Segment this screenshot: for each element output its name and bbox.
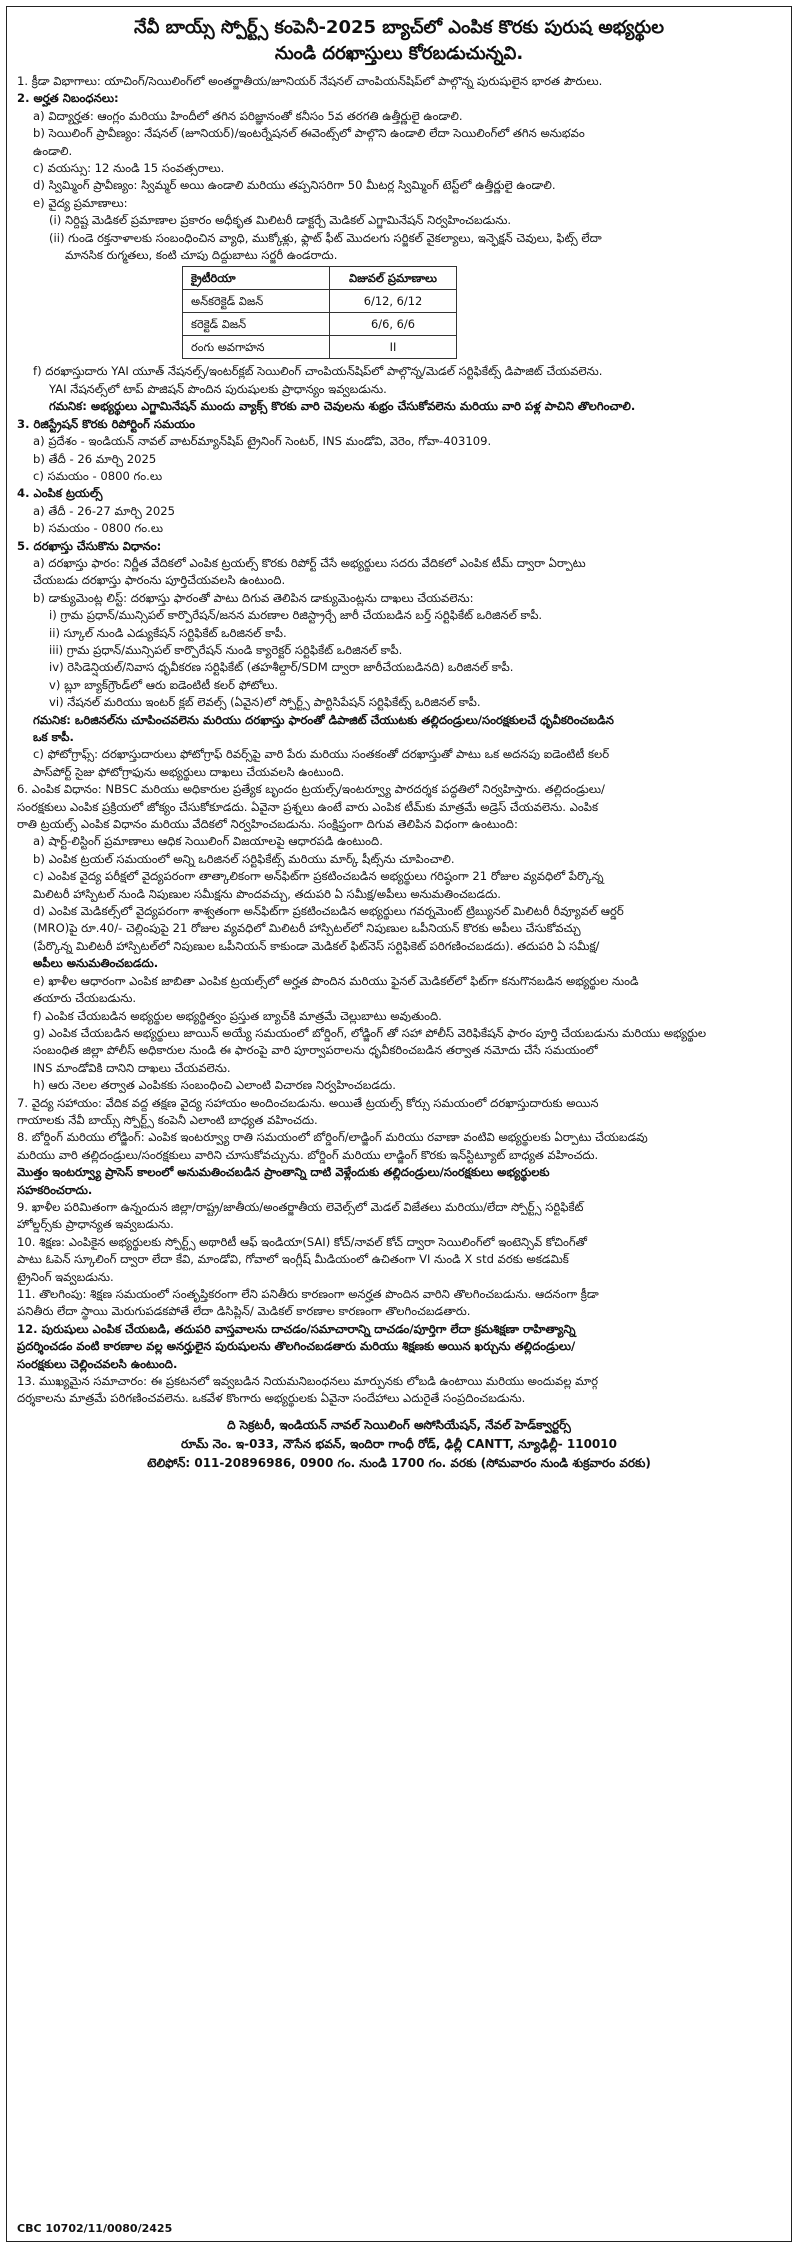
item-5b-i: i) గ్రామ ప్రధాన్/మున్సిపల్ కార్పొరేషన్/జనన మరణాల రిజిస్ట్రార్చే జారీ చేయబడిన బర్త్ సర్టిఫికేట్ ఒరిజినల్ కాపీ. [49, 608, 543, 623]
item-4b: b) సమయం - 0800 గం.లు [33, 521, 164, 536]
item-6g-line-3: INS మాండోవికి దానిని దాఖలు చేయవలెను. [33, 1060, 231, 1075]
item-3b: b) తేదీ - 26 మార్చి 2025 [33, 451, 157, 466]
section-9-preference-line-2: హోల్డర్స్‌కు ప్రాధాన్యత ఇవ్వబడును. [17, 1217, 174, 1232]
footer-address: రూమ్ నెం. ఇ-033, నౌసేన భవన్, ఇందిరా గాంధీ రోడ్, ఢిల్లీ CANTT, న్యూఢిల్లీ- 110010 [181, 1436, 617, 1451]
item-5c-line-2: పాస్‌పోర్ట్ సైజు ఫోటోగ్రాఫును అభ్యర్థులు దాఖలు చేయవలసి ఉంటుంది. [33, 764, 345, 779]
table-row [183, 336, 457, 359]
item-6a: a) షార్ట్-లిస్టింగ్ ప్రమాణాలు ఆధిక సెయిలింగ్ విజయాలపై ఆధారపడి ఉంటుంది. [33, 834, 383, 849]
item-5b: b) డాక్యుమెంట్ల లిస్ట్: దరఖాస్తు ఫారంతో పాటు దిగువ తెలిపిన డాక్యుమెంట్లను దాఖలు చేయవలెను: [33, 590, 474, 605]
item-3c: c) సమయం - 0800 గం.లు [33, 468, 163, 483]
table-row [183, 313, 457, 336]
section-3-reporting: 3. రిజిస్ట్రేషన్ కొరకు రిపోర్టింగ్ సమయం [17, 416, 196, 431]
section-10-training-line-3: ట్రైనింగ్ ఇవ్వబడును. [17, 1269, 114, 1284]
item-2e-ii-line-1: (ii) గుండె రక్తనాళాలకు సంబంధించిన వ్యాధి, ముక్కోళ్లు, ఫ్లాట్ ఫీట్ మొదలగు సర్జికల్ వైకల్యాలు, ఇన్ఫెక్షన్ చెవులు, ఫిట్స్ లేదా [49, 230, 602, 245]
item-2-note: గమనిక: అభ్యర్థులు ఎగ్జామినేషన్ ముందు వ్యాక్స్ కొరకు వారి చెవులను శుభ్రం చేసుకోవలెను మరియు వారి పళ్ల పాచిని తొలగించాలి. [49, 399, 636, 414]
section-7-medical-line-2: గాయాలకు నేవీ బాయ్స్ స్పోర్ట్స్ కంపెనీ ఎలాంటి బాధ్యత వహించదు. [17, 1112, 318, 1127]
section-5-how-to-apply: 5. దరఖాస్తు చేసుకొను విధానం: [17, 538, 162, 553]
section-12-line-1: 12. పురుషులు ఎంపిక చేయబడి, తదుపరి వాస్తవాలను దాచడం/సమాచారాన్ని దాచడం/పూర్తిగా లేదా క్రమశిక్షణా రాహిత్యాన్ని [17, 1321, 576, 1336]
item-2f-line-1: f) దరఖాస్తుదారు YAI యూత్ నేషనల్స్/ఇంటర్‌క్లబ్ సెయిలింగ్ చాంపియన్‌షిప్‌లో పాల్గొన్న/మెడల్ సర్టిఫికేట్స్ డిపాజిట్ చేయవలెను. [33, 364, 603, 379]
item-6e-line-1: e) ఖాళీల ఆధారంగా ఎంపిక జాబితా ఎంపిక ట్రయల్స్‌లో అర్హత పొందిన మరియు ఫైనల్ మెడికల్‌లో ఫిట్‌గా కనుగొనబడిన అభ్యర్థుల నుండి [33, 973, 639, 988]
title-line-2: నుండి దరఖాస్తులు కోరబడుచున్నవి. [274, 43, 524, 64]
item-5a-line-1: a) దరఖాస్తు ఫారం: నిర్ణీత వేదికలో ఎంపిక ట్రయల్స్ కొరకు రిపోర్ట్ చేసే అభ్యర్థులు సదరు వేదికలో ఎంపిక టీమ్ ద్వారా ఏర్పాటు [33, 555, 586, 570]
section-8-boarding-line-1: 8. బోర్డింగ్ మరియు లోడ్జింగ్: ఎంపిక ఇంటర్వ్యూ రాతి సమయంలో బోర్డింగ్/లాడ్జింగ్ మరియు రవాణా వంటివి అభ్యర్థులకు ఏర్పాటు చేయబడవు [17, 1130, 648, 1145]
item-2b-line-1: b) సెయిలింగ్ ప్రావీణ్యం: నేషనల్ (జూనియర్)/ఇంటర్నేషనల్ ఈవెంట్స్‌లో పాల్గొని ఉండాలి లేదా సెయిలింగ్‌లో తగిన అనుభవం [33, 126, 585, 141]
item-4a: a) తేదీ - 26-27 మార్చి 2025 [33, 503, 175, 518]
table-header-standards: విజువల్ ప్రమాణాలు [330, 267, 457, 290]
title-line-1: నేవీ బాయ్స్ స్పోర్ట్స్ కంపెనీ-2025 బ్యాచ్‌లో ఎంపిక కొరకు పురుష అభ్యర్థుల [133, 17, 665, 38]
section-1-sport-disciplines: 1. క్రీడా విభాగాలు: యాచింగ్/సెయిలింగ్‌లో అంతర్జాతీయ/జూనియర్ నేషనల్ చాంపియన్‌షిప్‌లో పాల్గొన్న పురుషులైన భారత పౌరులు. [17, 74, 603, 88]
item-3a: a) ప్రదేశం - ఇండియన్ నావల్ వాటర్‌మ్యాన్‌షిప్ ట్రైనింగ్ సెంటర్, INS మండోవి, వెరెం, గోవా-403109. [33, 434, 492, 449]
section-13-info-line-1: 13. ముఖ్యమైన సమాచారం: ఈ ప్రకటనలో ఇవ్వబడిన నియమనిబంధనలు మార్పునకు లోబడి ఉంటాయి మరియు అందువల్ల మార్గ [17, 1374, 599, 1389]
item-6e-line-2: తయారు చేయబడును. [33, 991, 137, 1006]
item-6g-line-2: సంబంధిత జిల్లా పోలీస్ అధికారుల నుండి ఈ ఫారంపై వారి పూర్వాపరాలను ధృవీకరించబడిన తర్వాత నమోదు చేసే సమయంలో [33, 1043, 598, 1058]
table-cell: కరెక్టెడ్ విజన్ [183, 313, 330, 336]
item-5b-iv: iv) రెసిడెన్షియల్/నివాస ధృవీకరణ సర్టిఫికేట్ (తహశీల్దార్/SDM ద్వారా జారీచేయబడినది) ఒరిజినల్ కాపీ. [49, 660, 514, 675]
table-header-criteria: క్రైటీరియా [183, 267, 330, 290]
contact-footer [17, 1416, 781, 1473]
item-5c-line-1: c) ఫోటోగ్రాఫ్స్: దరఖాస్తుదారులు ఫోటోగ్రాఫ్ రివర్స్‌పై వారి పేరు మరియు సంతకంతో దరఖాస్తుతో పాటు ఒక అదనపు ఐడెంటిటీ కలర్ [33, 747, 610, 762]
item-6c-line-2: మిలిటరీ హాస్పిటల్ నుండి నిపుణుల సమీక్షను పొందవచ్చు, తదుపరి ఏ సమీక్ష/అపీలు అనుమతించబడదు. [33, 886, 501, 901]
section-12-line-2: ప్రదర్శించడం వంటి కారణాల వల్ల అనర్హులైన పురుషులను తొలగించబడతారు మరియు శిక్షణకు అయిన ఖర్చును తల్లిదండ్రులు/ [17, 1339, 576, 1354]
section-6-selection-line-2: సంరక్షకులు ఎంపిక ప్రక్రియలో జోక్యం చేసుకోకూడదు. ఏవైనా ప్రశ్నలు ఉంటే వారు ఎంపిక టీమ్‌కు మాత్రమే అడ్రెస్ చేయవలెను. ఎంపిక [17, 799, 599, 814]
section-10-training-line-2: పాటు ఓపెన్ స్కూలింగ్ ద్వారా లేదా కేవి, మాండోవి, గోవాలో ఇంగ్లీష్ మీడియంలో ఉచితంగా VI నుండి X std వరకు అకడమిక్ [17, 1252, 569, 1267]
item-6d-line-1: d) ఎంపిక మెడికల్స్‌లో వైద్యపరంగా శాశ్వతంగా అన్‌ఫిట్‌గా ప్రకటించబడిన అభ్యర్థులు గవర్నమెంట్ ట్రిబ్యునల్ మిలిటరీ రీవ్యూవల్ ఆర్డర్ [33, 904, 624, 919]
item-5b-v: v) బ్లూ బ్యాక్‌గ్రౌండ్‌లో ఆరు ఐడెంటిటీ కలర్ ఫోటోలు. [49, 677, 279, 692]
section-7-medical-line-1: 7. వైద్య సహాయం: వేదిక వద్ద తక్షణ వైద్య సహాయం అందించబడును. అయితే ట్రయల్స్ కోర్సు సమయంలో దరఖాస్తుదారుకు అయిన [17, 1095, 599, 1110]
section-8-boarding-line-4: సహకరించరాదు. [17, 1182, 93, 1197]
section-2-eligibility: 2. అర్హత నిబంధనలు: [17, 91, 119, 106]
item-2c: c) వయస్సు: 12 నుండి 15 సంవత్సరాలు. [33, 161, 225, 176]
item-6f: f) ఎంపిక చేయబడిన అభ్యర్థుల అభ్యర్థిత్వం ప్రస్తుత బ్యాచ్‌కి మాత్రమే చెల్లుబాటు అవుతుంది. [33, 1008, 442, 1023]
footer-secretary: ది సెక్రటరీ, ఇండియన్ నావల్ సెయిలింగ్ అసోసియేషన్, నేవల్ హెడ్‌క్వార్టర్స్ [227, 1417, 571, 1432]
advertisement-header [7, 7, 791, 73]
item-5-note-line-1: గమనిక: ఒరిజినల్‌ను చూపించవలెను మరియు దరఖాస్తు ఫారంతో డిపాజిట్ చేయుటకు తల్లిదండ్రులు/సంరక్షకులచే ధృవీకరించబడిన [33, 712, 614, 727]
section-6-selection-line-1: 6. ఎంపిక విధానం: NBSC మరియు అధికారుల ప్రత్యేక బృందం ట్రయల్స్/ఇంటర్వ్యూ పారదర్శక పద్ధతిలో నిర్వహిస్తారు. తల్లిదండ్రులు/ [17, 782, 605, 797]
advertisement-frame [6, 6, 792, 2242]
item-6c-line-1: c) ఎంపిక వైద్య పరీక్షలో వైద్యపరంగా తాత్కాలికంగా అన్‌ఫిట్‌గా ప్రకటించబడిన అభ్యర్థులు గరిష్ఠంగా 21 రోజుల వ్యవధిలో పేర్కొన్న [33, 869, 604, 884]
section-8-boarding-line-2: మరియు వారి తల్లిదండ్రులు/సంరక్షకులు వారిని చూసుకోవచ్చును. బోర్డింగ్ మరియు లాడ్జింగ్ కొరకు ఇన్‌స్టిట్యూట్ బాధ్యత వహించదు. [17, 1147, 599, 1162]
item-2e-i: (i) నిర్దిష్ట మెడికల్ ప్రమాణాల ప్రకారం అధీకృత మిలిటరీ డాక్టర్చే మెడికల్ ఎగ్జామినేషన్ నిర్వహించబడును. [49, 213, 512, 228]
item-6b: b) ఎంపిక ట్రయల్ సమయంలో అన్ని ఒరిజినల్ సర్టిఫికేట్స్ మరియు మార్క్ షీట్స్‌ను చూపించాలి. [33, 851, 455, 866]
section-11-removal-line-1: 11. తొలగింపు: శిక్షణ సమయంలో సంతృప్తికరంగా లేని పనితీరు కారణంగా అనర్హత పొందిన వారిని తొలగించబడును. ఆదనంగా క్రీడా [17, 1287, 599, 1301]
item-5a-line-2: చేయబడు దరఖాస్తు ఫారంను పూర్తిచేయవలసి ఉంటుంది. [33, 573, 286, 588]
section-12-line-3: సంరక్షకులు చెల్లించవలసి ఉంటుంది. [17, 1356, 178, 1371]
item-6h: h) ఆరు నెలల తర్వాత ఎంపికకు సంబంధించి ఎలాంటి విచారణ నిర్వహించబడదు. [33, 1078, 396, 1093]
section-6-selection-line-3: రాతి ట్రయల్స్ ఎంపిక విధానం మరియు వేదికలో నిర్వహించబడును. సంక్షిప్తంగా దిగువ తెలిపిన విధంగా ఉంటుంది: [17, 817, 518, 832]
item-5-note-line-2: ఒక కాపీ. [33, 730, 74, 744]
item-5b-ii: ii) స్కూల్ నుండి ఎడ్యుకేషన్ సర్టిఫికేట్ ఒరిజినల్ కాపీ. [49, 625, 287, 640]
item-6d-line-2: (MRO)పై రూ.40/- చెల్లింపుపై 21 రోజుల వ్యవధిలో మిలిటరీ హాస్పిటల్‌లో నిపుణుల ఒపీనియన్ కొరకు అపీలు చేసుకోవచ్చు [33, 921, 581, 936]
table-cell: రంగు అవగాహన [183, 336, 330, 359]
item-2e: e) వైద్య ప్రమాణాలు: [33, 195, 128, 210]
item-2d: d) స్విమ్మింగ్ ప్రావీణ్యం: స్విమ్మర్ అయి ఉండాలి మరియు తప్పనిసరిగా 50 మీటర్ల స్విమ్మింగ్ టెస్ట్‌లో ఉత్తీర్ణులై ఉండాలి. [33, 178, 556, 193]
item-6g-line-1: g) ఎంపిక చేయబడిన అభ్యర్థులు జాయిన్ అయ్యే సమయంలో బోర్డింగ్, లోడ్జింగ్ తో సహా పోలీస్ వెరిఫికేషన్ ఫారం పూర్తి చేయబడును మరియు అభ్యర్థుల [33, 1025, 707, 1040]
item-2e-ii-line-2: మానసిక రుగ్మతలు, కంటి చూపు దిద్దుబాటు సర్జరీ ఉండరాదు. [65, 248, 338, 263]
item-2b-line-2: ఉండాలి. [33, 143, 73, 158]
item-5b-vi: vi) నేషనల్ మరియు ఇంటర్ క్లబ్ లెవల్స్ (ఏవైన)లో స్పోర్ట్స్ పార్టిసిపేషన్ సర్టిఫికేట్స్ ఒరిజినల్ కాపీ. [49, 695, 481, 710]
section-13-info-line-2: దర్శకాలను మాత్రమే పరిగణించవలెను. ఒకవేళ కొంగారు అభ్యర్థులకు ఏవైనా సందేహాలు ఎదురైతే సంప్రదించబడును. [17, 1391, 526, 1406]
section-4-trials: 4. ఎంపిక ట్రయల్స్ [17, 486, 103, 501]
table-cell: 6/6, 6/6 [330, 313, 457, 336]
section-11-removal-line-2: పనితీరు లేదా స్థాయి మెరుగుపడకపోతే లేదా డిసిప్లిన్/ మెడికల్ కారణాల కారణంగా తొలగించబడతారు. [17, 1304, 471, 1319]
vision-standards-table [182, 266, 457, 359]
item-6d-line-4: అపీలు అనుమతించబడదు. [33, 956, 159, 971]
table-cell: అన్‌కరెక్టెడ్ విజన్ [183, 290, 330, 313]
table-row [183, 290, 457, 313]
item-2f-line-2: YAI నేషనల్స్‌లో టాప్ పొజిషన్ పొందిన పురుషులకు ప్రాధాన్యం ఇవ్వబడును. [49, 381, 387, 396]
advertisement-body [7, 73, 791, 1473]
item-5b-iii: iii) గ్రామ ప్రధాన్/మున్సిపల్ కార్పొరేషన్ నుండి క్యారెక్టర్ సర్టిఫికేట్ ఒరిజినల్ కాపీ. [49, 642, 403, 657]
section-10-training-line-1: 10. శిక్షణ: ఎంపికైన అభ్యర్థులకు స్పోర్ట్స్ అథారిటీ ఆఫ్ ఇండియా(SAI) కోచ్/నావల్ కోచ్ ద్వారా సెయిలింగ్‌లో ఇంటెన్సివ్ కోచింగ్‌తో [17, 1234, 587, 1249]
item-2a: a) విద్యార్హత: ఆంగ్లం మరియు హిందీలో తగిన పరిజ్ఞానంతో కనీసం 5వ తరగతి ఉత్తీర్ణులై ఉండాలి. [33, 108, 463, 123]
table-cell: 6/12, 6/12 [330, 290, 457, 313]
section-9-preference-line-1: 9. ఖాళీల పరిమితంగా ఉన్నందున జిల్లా/రాష్ట్ర/జాతీయ/అంతర్జాతీయ లెవెల్స్‌లో మెడల్ విజేతలు మరియు/లేదా స్పోర్ట్స్ సర్టిఫికేట్ [17, 1199, 584, 1214]
table-cell: II [330, 336, 457, 359]
cbc-reference: CBC 10702/11/0080/2425 [17, 2222, 173, 2235]
item-6d-line-3: (పేర్కొన్న మిలిటరీ హాస్పిటల్‌లో నిపుణుల ఒపీనియన్ కాకుండా మెడికల్ ఫిట్‌నెస్ సర్టిఫికెట్ పరిగణించబడదు). తదుపరి ఏ సమీక్ష/ [33, 938, 600, 953]
table-header-row [183, 267, 457, 290]
section-8-boarding-line-3: మొత్తం ఇంటర్వ్యూ ప్రాసెస్ కాలంలో అనుమతించబడిన ప్రాంతాన్ని దాటి వెళ్లేందుకు తల్లిదండ్రులు/సంరక్షకులు అభ్యర్థులకు [17, 1165, 550, 1180]
footer-telephone: టెలిఫోన్: 011-20896986, 0900 గం. నుండి 1700 గం. వరకు (సోమవారం నుండి శుక్రవారం వరకు) [147, 1455, 651, 1470]
